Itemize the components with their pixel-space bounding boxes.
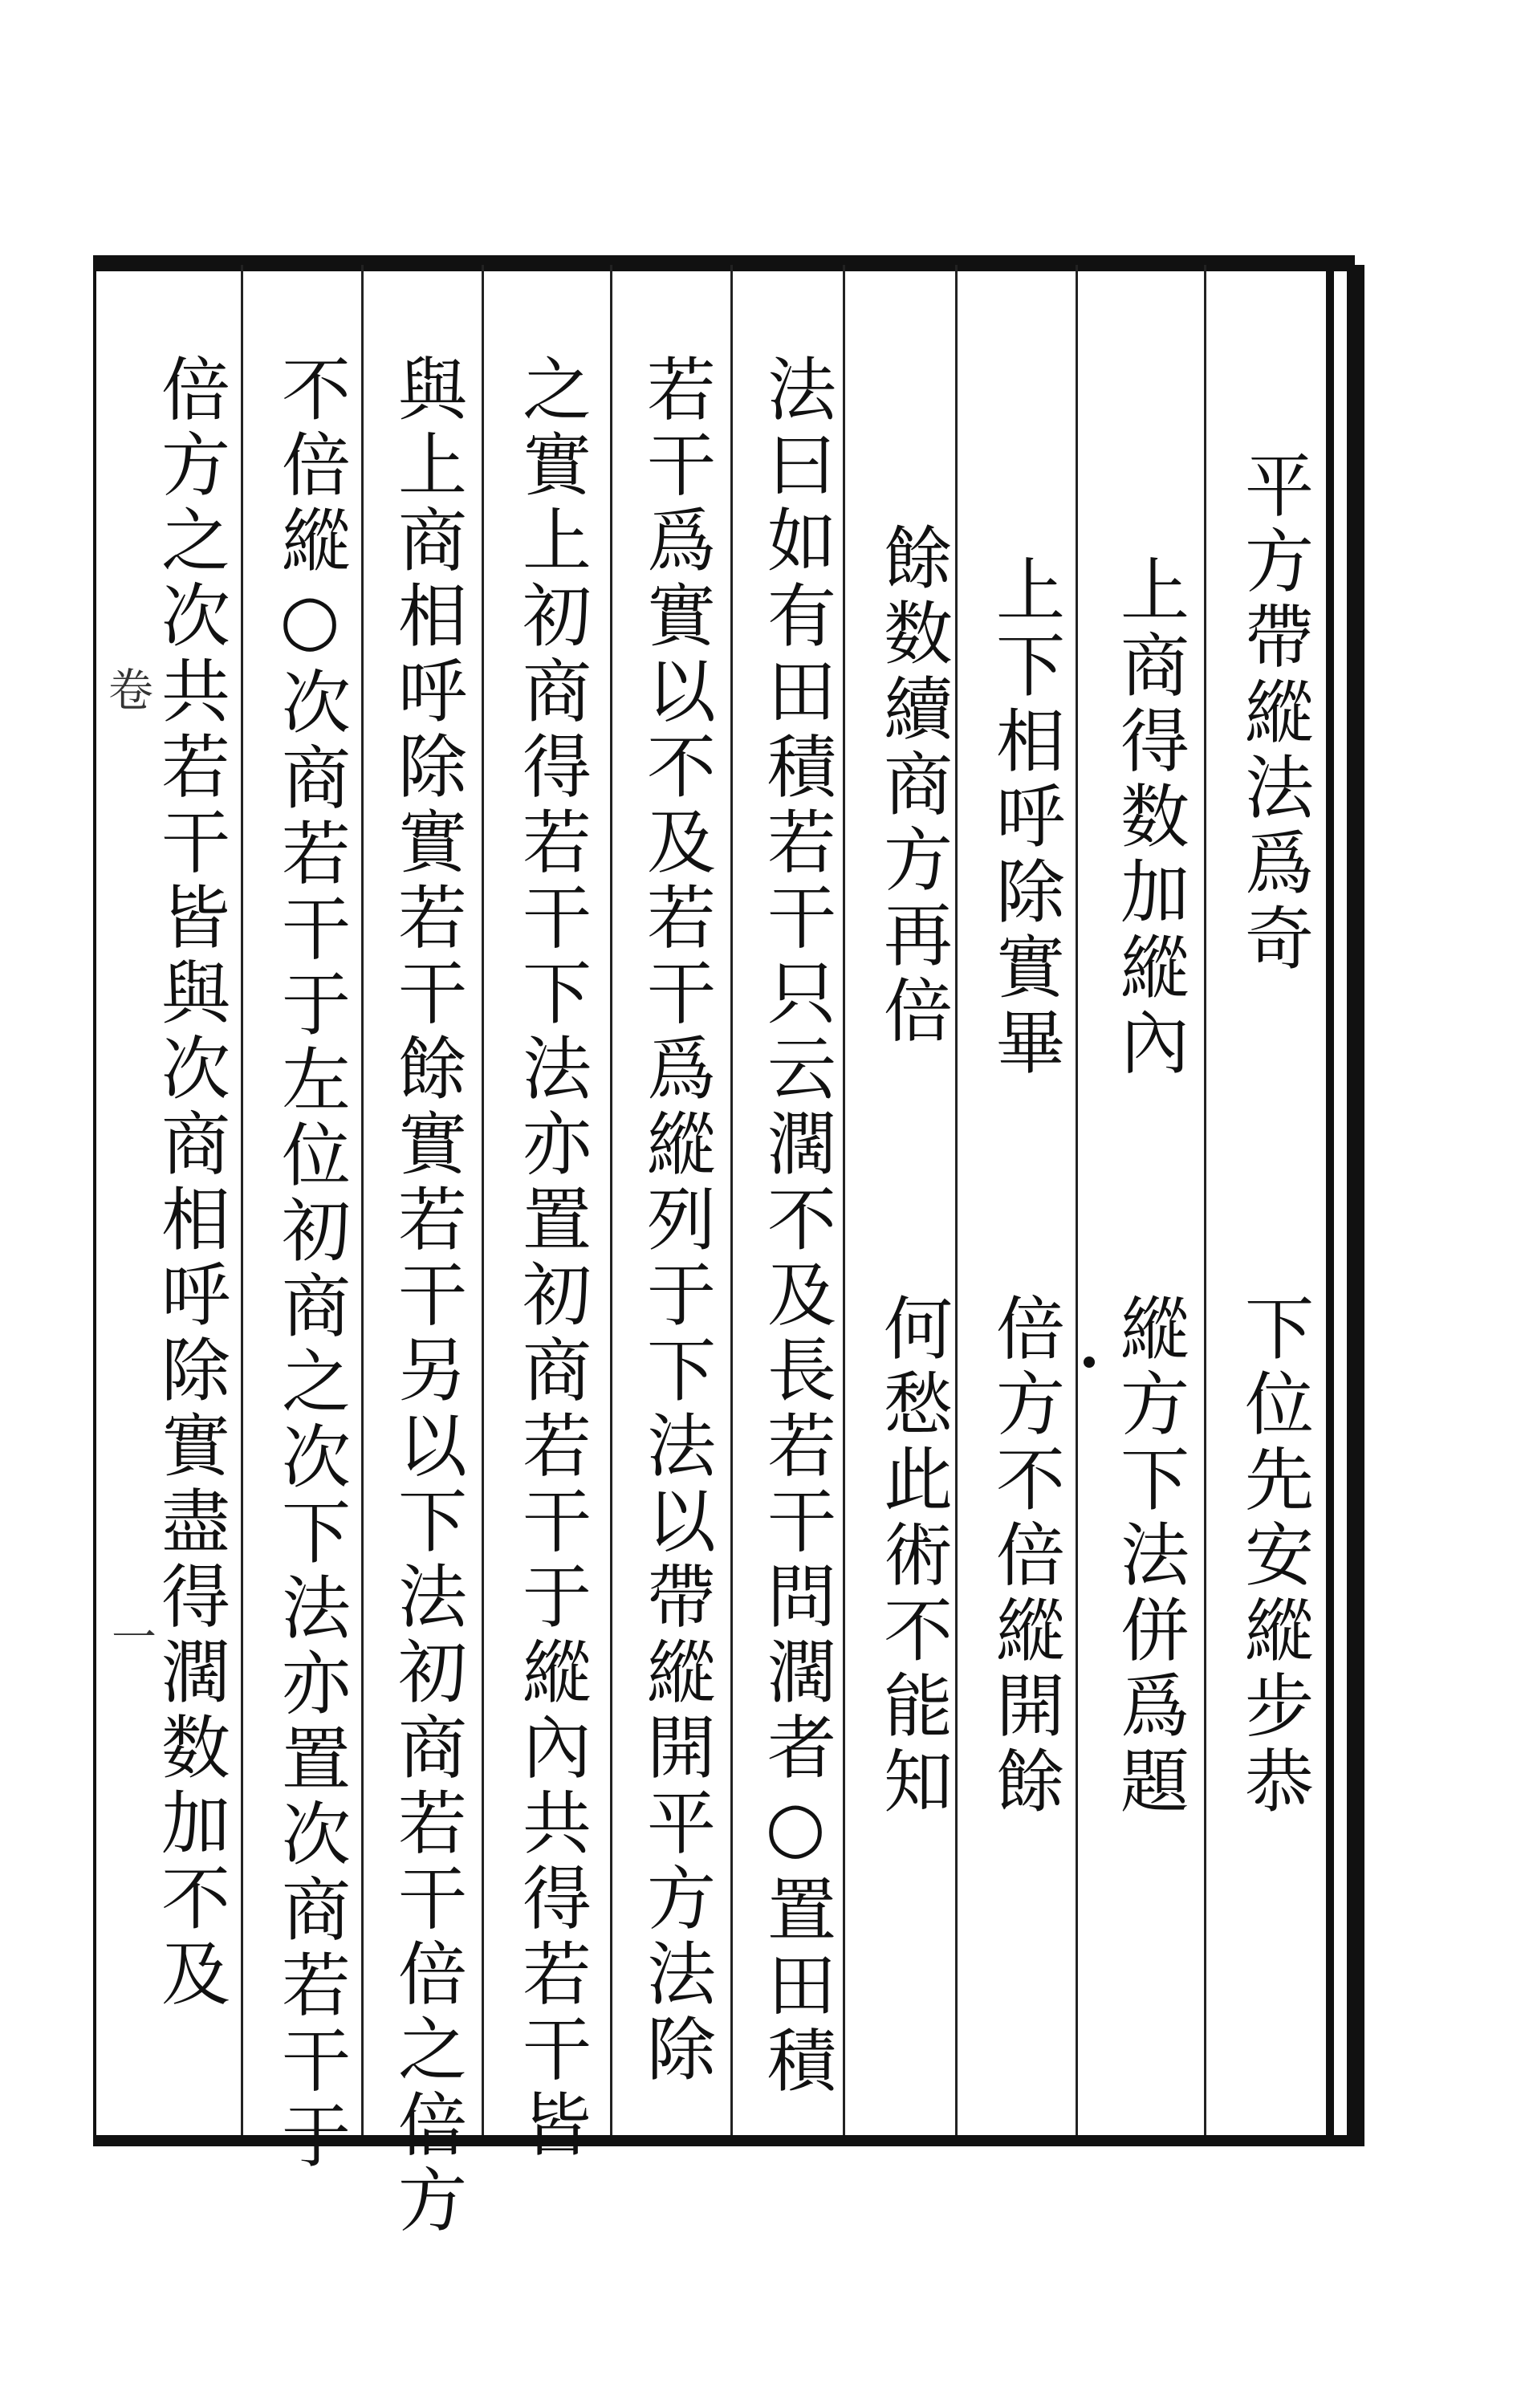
method-line-2: 若干爲實以不及若干爲縱列于下法以帶縱開平方法除 — [635, 353, 715, 2089]
margin-mark-mid: 一 — [104, 1613, 157, 1658]
column-rule — [1204, 265, 1206, 2135]
frame-left-border — [93, 255, 96, 2146]
column-rule — [730, 265, 733, 2135]
margin-mark-top: 卷 — [101, 666, 153, 711]
column-rule — [361, 265, 364, 2135]
method-line-4: 與上商相呼除實若干餘實若干另以下法初商若干倍之倍方 — [386, 353, 466, 2239]
verse-line-2-top: 上商得数加縱內 — [1108, 554, 1189, 1082]
verse-line-4-bottom: 何愁此術不能知 — [872, 1292, 952, 1820]
method-line-3: 之實上初商得若干下法亦置初商若干于縱內共得若干皆 — [510, 353, 591, 2164]
frame-right-border-outer — [1347, 265, 1364, 2146]
verse-line-1-bottom: 下位先安縱步恭 — [1233, 1292, 1313, 1820]
frame-top-border — [93, 255, 1355, 271]
column-rule — [241, 265, 243, 2135]
column-rule — [610, 265, 612, 2135]
method-line-6: 倍方之次共若干皆與次商相呼除實盡得濶数加不及 — [149, 353, 230, 2013]
verse-line-1-top: 平方帶縱法爲奇 — [1233, 449, 1313, 978]
verse-line-3-top: 上下相呼除實畢 — [984, 554, 1064, 1082]
column-rule — [1076, 265, 1078, 2135]
ink-dot — [1084, 1357, 1095, 1368]
frame-right-border — [1326, 255, 1334, 2146]
verse-line-4-top: 餘数續商方再倍 — [872, 522, 952, 1050]
method-line-1: 法曰如有田積若干只云濶不及長若干問濶者○置田積 — [755, 353, 836, 2100]
verse-line-2-bottom: 縱方下法併爲題 — [1108, 1292, 1189, 1820]
column-rule — [843, 265, 845, 2135]
verse-line-3-bottom: 倍方不倍縱開餘 — [984, 1292, 1064, 1820]
method-line-5: 不倍縱○次商若干于左位初商之次下法亦置次商若干于 — [270, 353, 350, 2175]
column-rule — [482, 265, 484, 2135]
